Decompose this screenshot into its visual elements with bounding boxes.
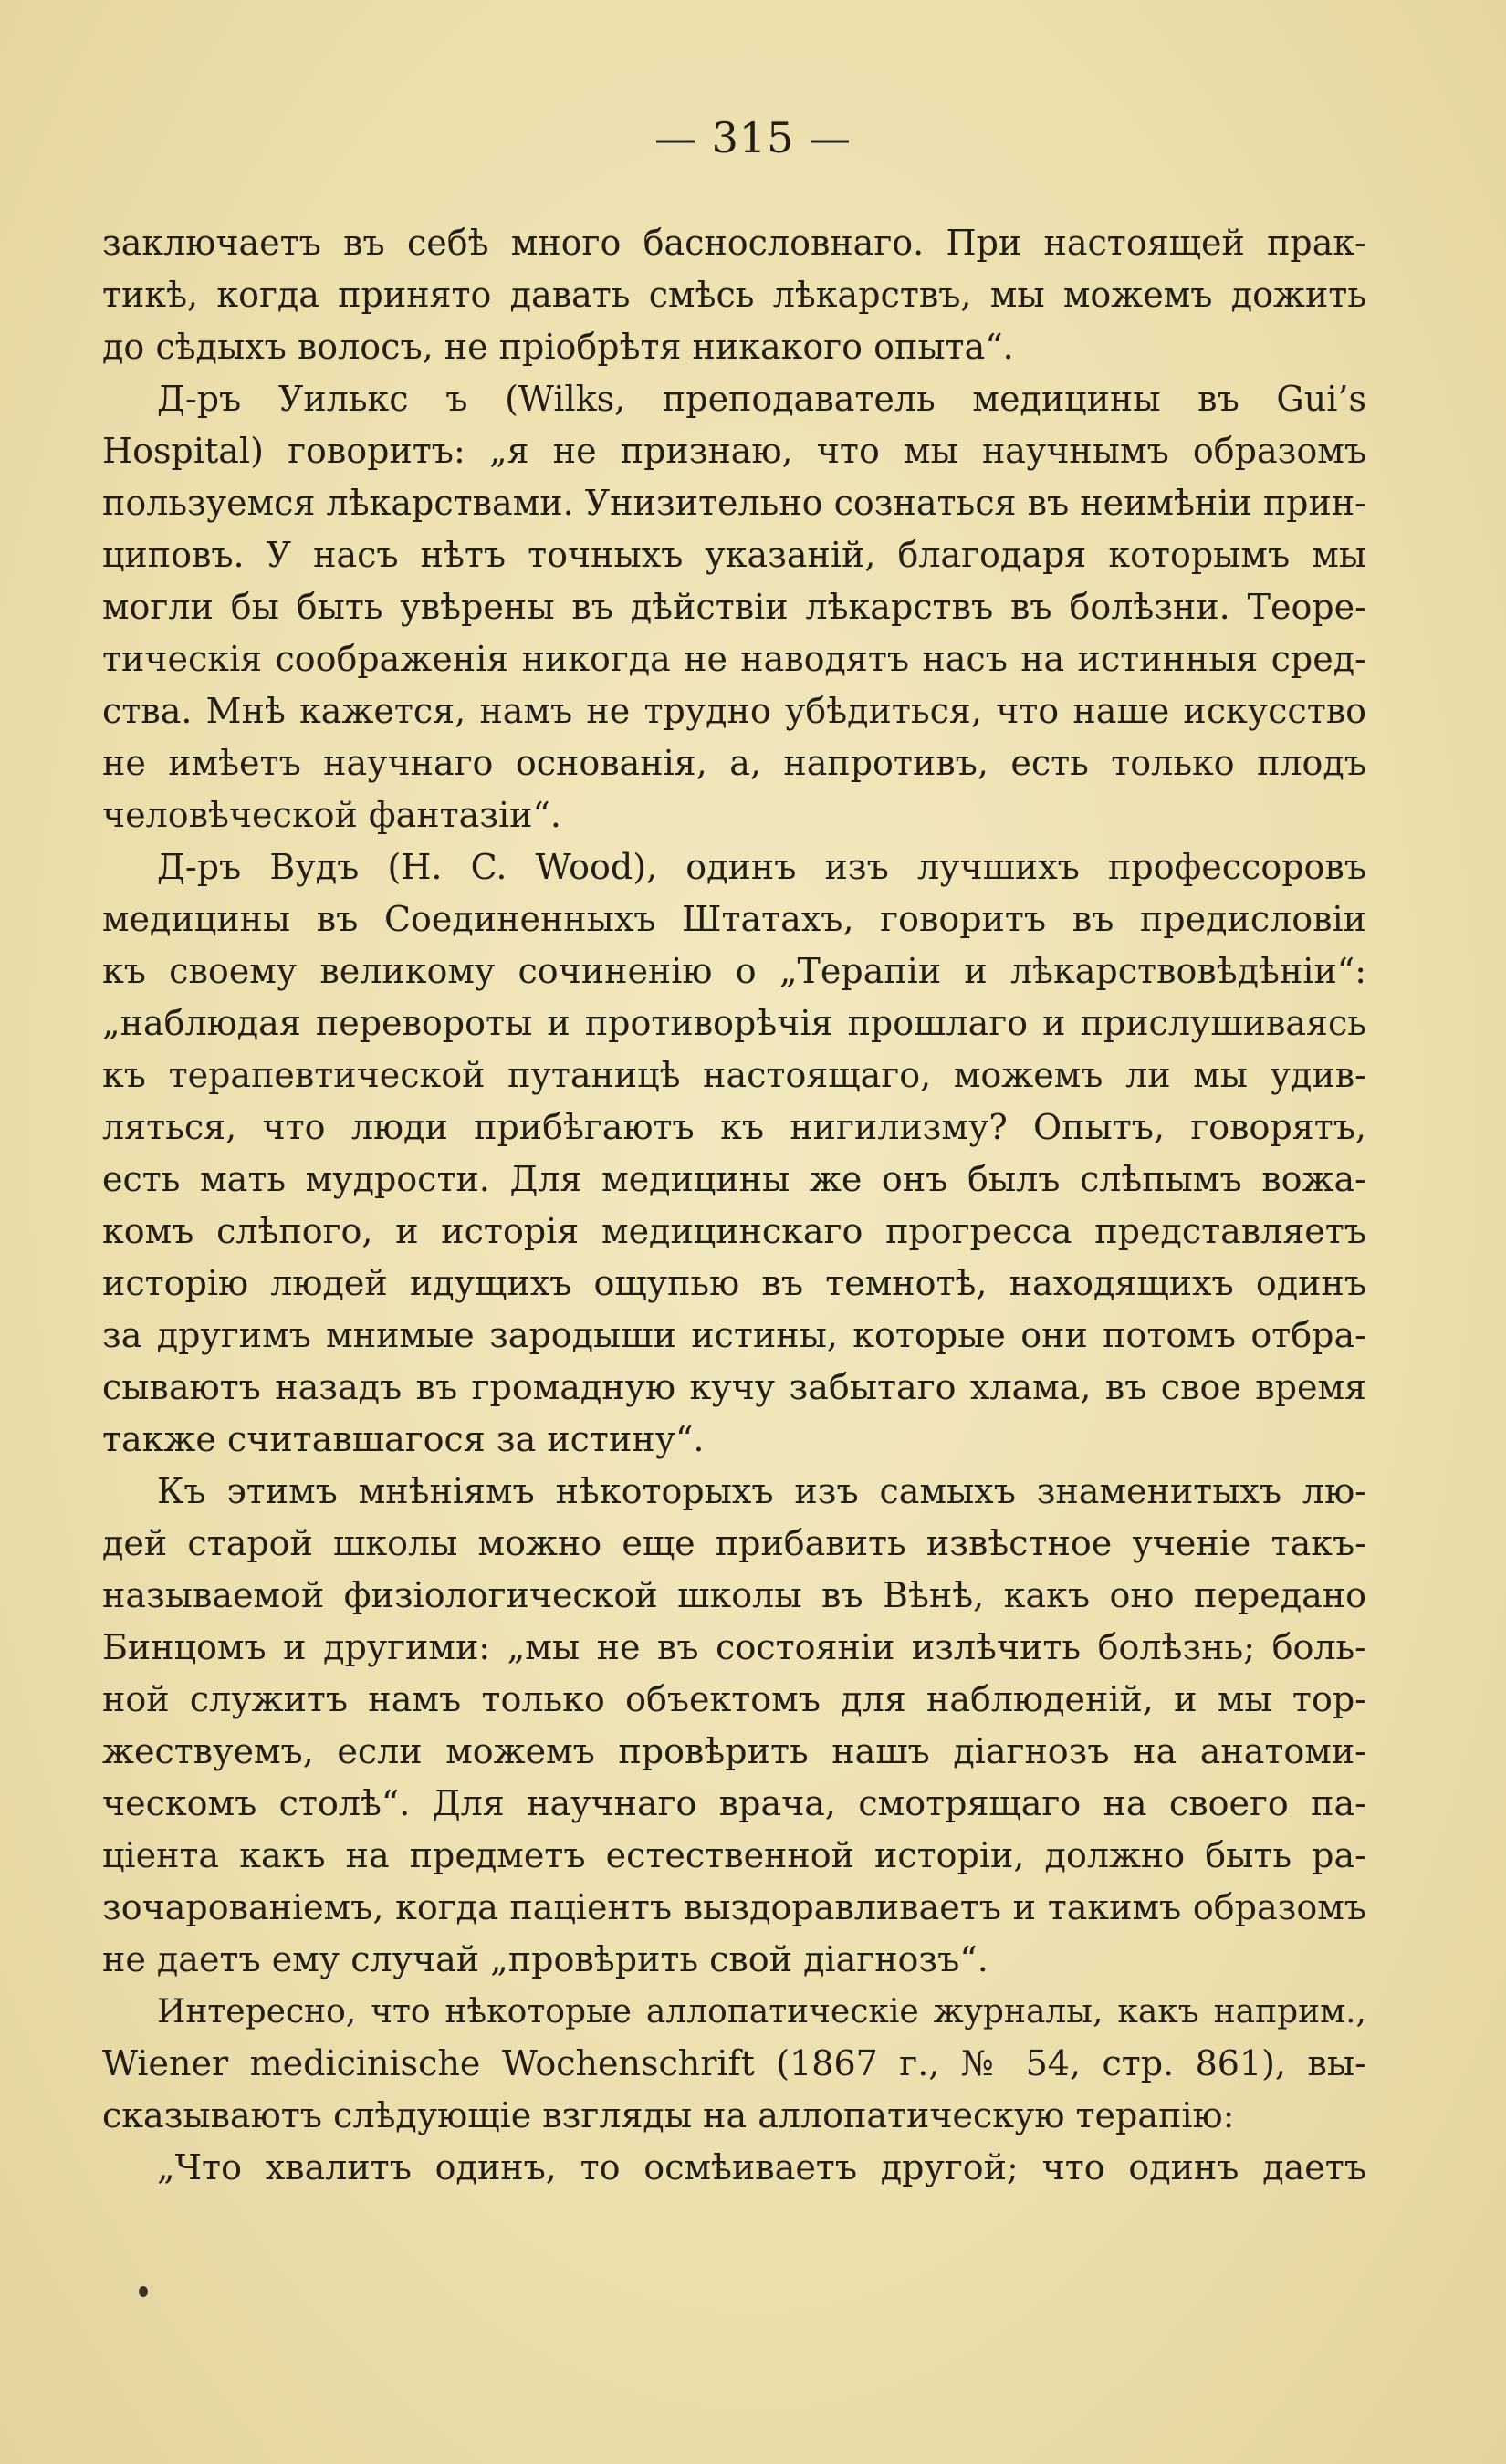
text-line: Интересно, что нѣкоторые аллопатическіе журналы, какъ наприм.,: [157, 1993, 1366, 2031]
text-line: дей старой школы можно еще прибавить извѣстное ученіе такъ-: [102, 1523, 1366, 1563]
text-line: жествуемъ, если можемъ провѣрить нашъ діагнозъ на анатоми-: [102, 1731, 1366, 1771]
text-line: „Что хвалитъ одинъ, то осмѣиваетъ другой; что одинъ даетъ: [157, 2147, 1366, 2187]
text-line: до сѣдыхъ волосъ, не пріобрѣтя никакого опыта“.: [102, 327, 1014, 367]
text-line: пользуемся лѣкарствами. Унизительно сознаться въ неимѣніи прин-: [102, 483, 1366, 523]
text-line: Hospital) говоритъ: „я не признаю, что мы научнымъ образомъ: [102, 431, 1366, 471]
text-line: комъ слѣпого, и исторія медицинскаго прогресса представляетъ: [102, 1211, 1366, 1251]
text-line: не имѣетъ научнаго основанія, а, напротивъ, есть только плодъ: [102, 743, 1366, 783]
text-line: за другимъ мнимые зародыши истины, которые они потомъ отбра-: [102, 1315, 1366, 1355]
text-line: „наблюдая перевороты и противорѣчія прошлаго и прислушиваясь: [102, 1003, 1366, 1043]
text-line: Д-ръ Вудъ (H. C. Wood), одинъ изъ лучшихъ профессоровъ: [157, 847, 1366, 887]
text-line: человѣческой фантазіи“.: [102, 795, 561, 835]
text-line: также считавшагося за истину“.: [102, 1419, 705, 1459]
text-line: ческомъ столѣ“. Для научнаго врача, смотрящаго на своего па-: [102, 1783, 1366, 1823]
text-line: Д-ръ Уилькс ъ (Wilks, преподаватель медицины въ Gui’s: [157, 379, 1366, 419]
text-line: циповъ. У насъ нѣтъ точныхъ указаній, благодаря которымъ мы: [102, 535, 1366, 575]
text-line: исторію людей идущихъ ощупью въ темнотѣ, находящихъ одинъ: [102, 1263, 1366, 1303]
text-line: медицины въ Соединенныхъ Штатахъ, говоритъ въ предисловіи: [102, 899, 1366, 939]
page-number: — 315 —: [654, 113, 852, 162]
ink-spot: [139, 2286, 148, 2297]
text-line: заключаетъ въ себѣ много баснословнаго. При настоящей прак-: [102, 223, 1366, 263]
text-line: сказываютъ слѣдующіе взгляды на аллопатическую терапію:: [102, 2095, 1235, 2135]
text-line: зочарованіемъ, когда паціентъ выздоравливаетъ и такимъ образомъ: [102, 1887, 1366, 1927]
text-line: къ своему великому сочиненію о „Терапіи и лѣкарствовѣдѣніи“:: [102, 951, 1366, 991]
text-line: ціента какъ на предметъ естественной исторіи, должно быть ра-: [102, 1835, 1366, 1875]
text-line: сываютъ назадъ въ громадную кучу забытаго хлама, въ свое время: [102, 1367, 1366, 1407]
text-line: тикѣ, когда принято давать смѣсь лѣкарствъ, мы можемъ дожить: [102, 275, 1366, 315]
text-line: Бинцомъ и другими: „мы не въ состояніи излѣчить болѣзнь; боль-: [102, 1627, 1366, 1667]
text-line: тическія соображенія никогда не наводятъ насъ на истинныя сред-: [102, 639, 1366, 679]
text-line: могли бы быть увѣрены въ дѣйствіи лѣкарствъ въ болѣзни. Теоре-: [102, 587, 1366, 627]
text-line: не даетъ ему случай „провѣрить свой діагнозъ“.: [102, 1939, 988, 1979]
text-line: называемой физіологической школы въ Вѣнѣ, какъ оно передано: [102, 1575, 1366, 1615]
body-text: [102, 217, 1366, 2194]
text-line: къ терапевтической путаницѣ настоящаго, можемъ ли мы удив-: [102, 1055, 1366, 1095]
text-line: ной служитъ намъ только объектомъ для наблюденій, и мы тор-: [102, 1679, 1366, 1719]
text-line: Къ этимъ мнѣніямъ нѣкоторыхъ изъ самыхъ знаменитыхъ лю-: [157, 1471, 1366, 1511]
text-line: ляться, что люди прибѣгаютъ къ нигилизму? Опытъ, говорятъ,: [102, 1107, 1366, 1147]
text-line: Wiener medicinische Wochenschrift (1867 г., № 54, стр. 861), вы-: [102, 2043, 1366, 2083]
text-line: ства. Мнѣ кажется, намъ не трудно убѣдиться, что наше искусство: [102, 691, 1366, 731]
text-line: есть мать мудрости. Для медицины же онъ былъ слѣпымъ вожа-: [102, 1159, 1366, 1199]
